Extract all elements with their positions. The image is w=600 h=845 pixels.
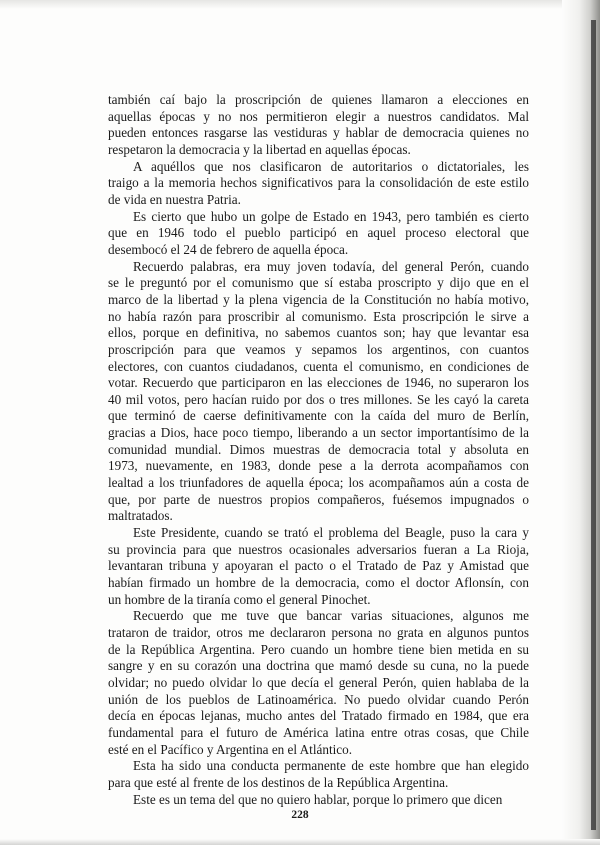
paragraph: [108, 259, 529, 526]
text-line: también caí bajo la proscripción de quienes llamaron a elecciones en: [108, 92, 529, 107]
text-line: decía en épocas lejanas, mucho antes del Tratado firmado en 1984, que era: [108, 708, 529, 724]
paragraph: [108, 758, 529, 791]
text-line: de vida en nuestra Patria.: [108, 191, 241, 207]
text-line: sangre y en su corazón una doctrina que mamó desde su cuna, no la puede: [108, 658, 529, 674]
paragraph: [108, 608, 529, 758]
page-number: 228: [291, 809, 309, 821]
text-line: 1973, nuevamente, en 1983, donde pese a la derrota acompañamos con: [108, 458, 529, 474]
text-line: esté en el Pacífico y Argentina en el Atlántico.: [108, 741, 353, 757]
text-line: Este es un tema del que no quiero hablar, porque lo primero que dicen: [133, 791, 503, 807]
text-line: su provincia para que nuestros ocasionales adversarios fueran a La Rioja,: [108, 541, 529, 557]
paragraph: [108, 525, 529, 608]
text-line: un hombre de la tiranía como el general Pinochet.: [108, 591, 371, 607]
text-line: electores, con cuantos ciudadanos, cuenta el comunismo, en condiciones de: [108, 358, 529, 374]
text-line: comunidad mundial. Dimos muestras de democracia total y absoluta en: [108, 441, 529, 457]
text-line: traigo a la memoria hechos significativos para la consolidación de este estilo: [108, 175, 529, 191]
text-line: marco de la libertad y la plena vigencia de la Constitución no había motivo,: [108, 291, 529, 307]
paragraph: [108, 159, 529, 209]
text-line: habían firmado un hombre de la democracia, como el doctor Aflonsín, con: [108, 575, 529, 591]
paragraph: [108, 792, 529, 809]
text-line: unión de los pueblos de Latinoamérica. No puedo olvidar cuando Perón: [108, 691, 529, 707]
text-line: que terminó de caerse definitivamente con la caída del muro de Berlín,: [108, 408, 529, 424]
text-line: que, por parte de nuestros propios compañeros, fuésemos impugnados o: [108, 491, 529, 507]
book-spine-shadow: [591, 20, 596, 830]
text-line: ellos, porque en definitiva, no sabemos cuantos son; hay que levantar esa: [108, 325, 529, 341]
text-line: Esta ha sido una conducta permanente de este hombre que han elegido: [133, 758, 529, 774]
paragraph: [108, 92, 529, 159]
paragraph: [108, 209, 529, 259]
text-line: Es cierto que hubo un golpe de Estado en 1943, pero también es cierto: [133, 208, 529, 224]
text-line: Recuerdo que me tuve que bancar varias situaciones, algunos me: [133, 608, 529, 624]
text-line: fundamental para el futuro de América latina entre otras cosas, que Chile: [108, 724, 529, 740]
text-line: respetaron la democracia y la libertad en aquellas épocas.: [108, 141, 411, 157]
text-line: trataron de traidor, otros me declararon persona no grata en algunos puntos: [108, 625, 529, 640]
text-line: maltratados.: [108, 508, 173, 524]
text-line: que en 1946 todo el pueblo participó en aquel proceso electoral que: [108, 225, 529, 241]
text-line: lealtad a los triunfadores de aquella época; los acompañamos aún a costa de: [108, 475, 529, 491]
text-line: Recuerdo palabras, era muy joven todavía, del general Perón, cuando: [133, 258, 529, 274]
text-line: 40 mil votos, pero hacían ruido por dos o tres millones. Se les cayó la careta: [108, 391, 529, 407]
text-line: se le preguntó por el comunismo que sí estaba proscripto y dijo que en el: [108, 275, 529, 291]
text-line: no había razón para proscribir al comunismo. Esta proscripción le sirve a: [108, 308, 529, 324]
body-text: [108, 92, 529, 808]
page-bottom-edge: [0, 839, 600, 845]
text-line: votar. Recuerdo que participaron en las elecciones de 1946, no superaron los: [108, 375, 529, 391]
page-top-edge: [0, 0, 600, 9]
text-line: levantaran tribuna y apoyaran el pacto o el Tratado de Paz y Amistad que: [108, 558, 529, 574]
text-line: gracias a Dios, hace poco tiempo, liberando a un sector importantísimo de la: [108, 425, 529, 441]
text-line: pueden entonces rasgarse las vestiduras y hablar de democracia quienes no: [108, 125, 529, 141]
text-line: A aquéllos que nos clasificaron de autoritarios o dictatoriales, les: [133, 158, 529, 174]
text-line: proscripción para que veamos y sepamos los argentinos, con cuantos: [108, 341, 529, 357]
text-line: de la República Argentina. Pero cuando un hombre tiene bien metida en su: [108, 641, 529, 657]
text-line: Este Presidente, cuando se trató el problema del Beagle, puso la cara y: [133, 525, 529, 541]
text-line: aquellas épocas y no nos permitieron elegir a nuestros candidatos. Mal: [108, 108, 529, 124]
text-line: olvidar; no puedo olvidar lo que decía el general Perón, quien hablaba de la: [108, 674, 529, 690]
text-line: desembocó el 24 de febrero de aquella época.: [108, 241, 349, 257]
text-line: para que esté al frente de los destinos de la República Argentina.: [108, 774, 449, 790]
